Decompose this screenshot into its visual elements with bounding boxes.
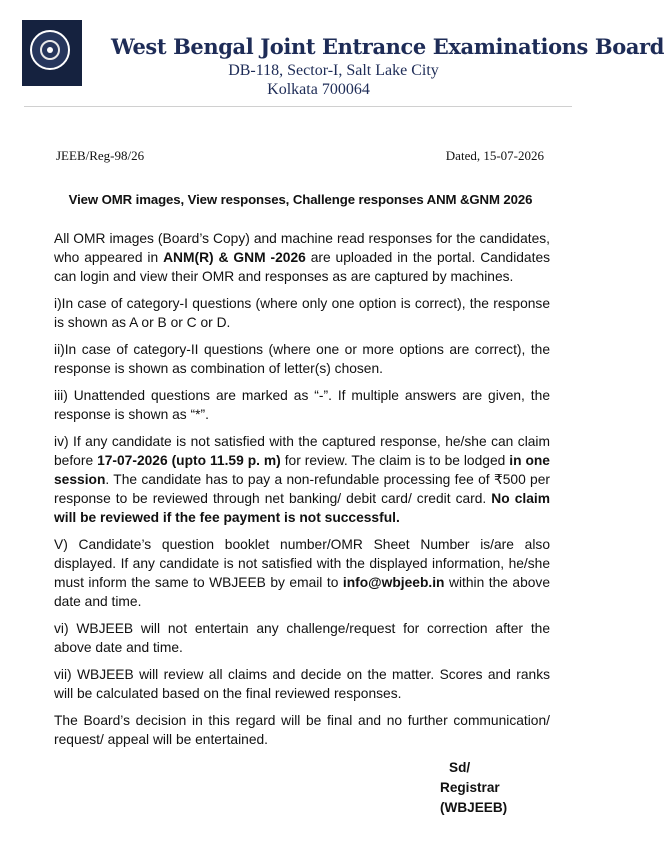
email-link: info@wbjeeb.in <box>342 575 445 590</box>
paragraph-category-2: ii)In case of category-II questions (where one or more options are correct), the response is shown as combination of letter(s) chosen. <box>54 342 550 376</box>
signature-designation: Registrar <box>440 780 500 795</box>
paragraph-review: vii) WBJEEB will review all claims and decide on the matter. Scores and ranks will be calculated based on the final reviewed responses. <box>54 667 550 701</box>
paragraph-booklet: V) Candidate’s question booklet number/OMR Sheet Number is/are also displayed. If any candidate is not satisfied with the displayed information, he/she must inform the same to WBJEEB by email to info@wbjeeb.in within the above date and time. <box>54 537 551 609</box>
paragraph-category-1: i)In case of category-I questions (where only one option is correct), the response is shown as A or B or C or D. <box>54 296 550 330</box>
signature-org: (WBJEEB) <box>440 800 508 815</box>
paragraph-intro: All OMR images (Board’s Copy) and machine read responses for the candidates, who appeared in ANM(R) & GNM -2026 are uploaded in the portal. Candidates can login and view their OMR and responses as are captured by machines. <box>54 231 551 284</box>
paragraph-claim: iv) If any candidate is not satisfied with the captured response, he/she can claim before 17-07-2026 (upto 11.59 p. m) for review. The claim is to be lodged in one session. The candidate has to pay a non-refundable processing fee of ₹500 per response to be reviewed through net banking/ debit card/ credit card. No claim will be reviewed if the fee payment is not successful. <box>54 434 550 525</box>
paragraph-final: The Board’s decision in this regard will be final and no further communication/ request/ appeal will be entertained. <box>54 713 550 747</box>
notice-date: Dated, 15-07-2026 <box>445 148 544 163</box>
signature-block <box>440 758 507 818</box>
paragraph-unattended: iii) Unattended questions are marked as “-”. If multiple answers are given, the response is shown as “*”. <box>54 388 550 422</box>
notice-body <box>54 229 550 757</box>
header-divider <box>24 106 572 107</box>
notice-subject: View OMR images, View responses, Challenge responses ANM &GNM 2026 <box>68 192 533 207</box>
signature-sd: Sd/ <box>449 760 471 775</box>
reference-number: JEEB/Reg-98/26 <box>56 148 145 163</box>
board-title: West Bengal Joint Entrance Examinations Board <box>111 34 664 59</box>
address-line-1: DB-118, Sector-I, Salt Lake City <box>228 62 439 79</box>
address-line-2: Kolkata 700064 <box>267 81 370 98</box>
paragraph-no-challenge: vi) WBJEEB will not entertain any challenge/request for correction after the above date and time. <box>54 621 550 655</box>
